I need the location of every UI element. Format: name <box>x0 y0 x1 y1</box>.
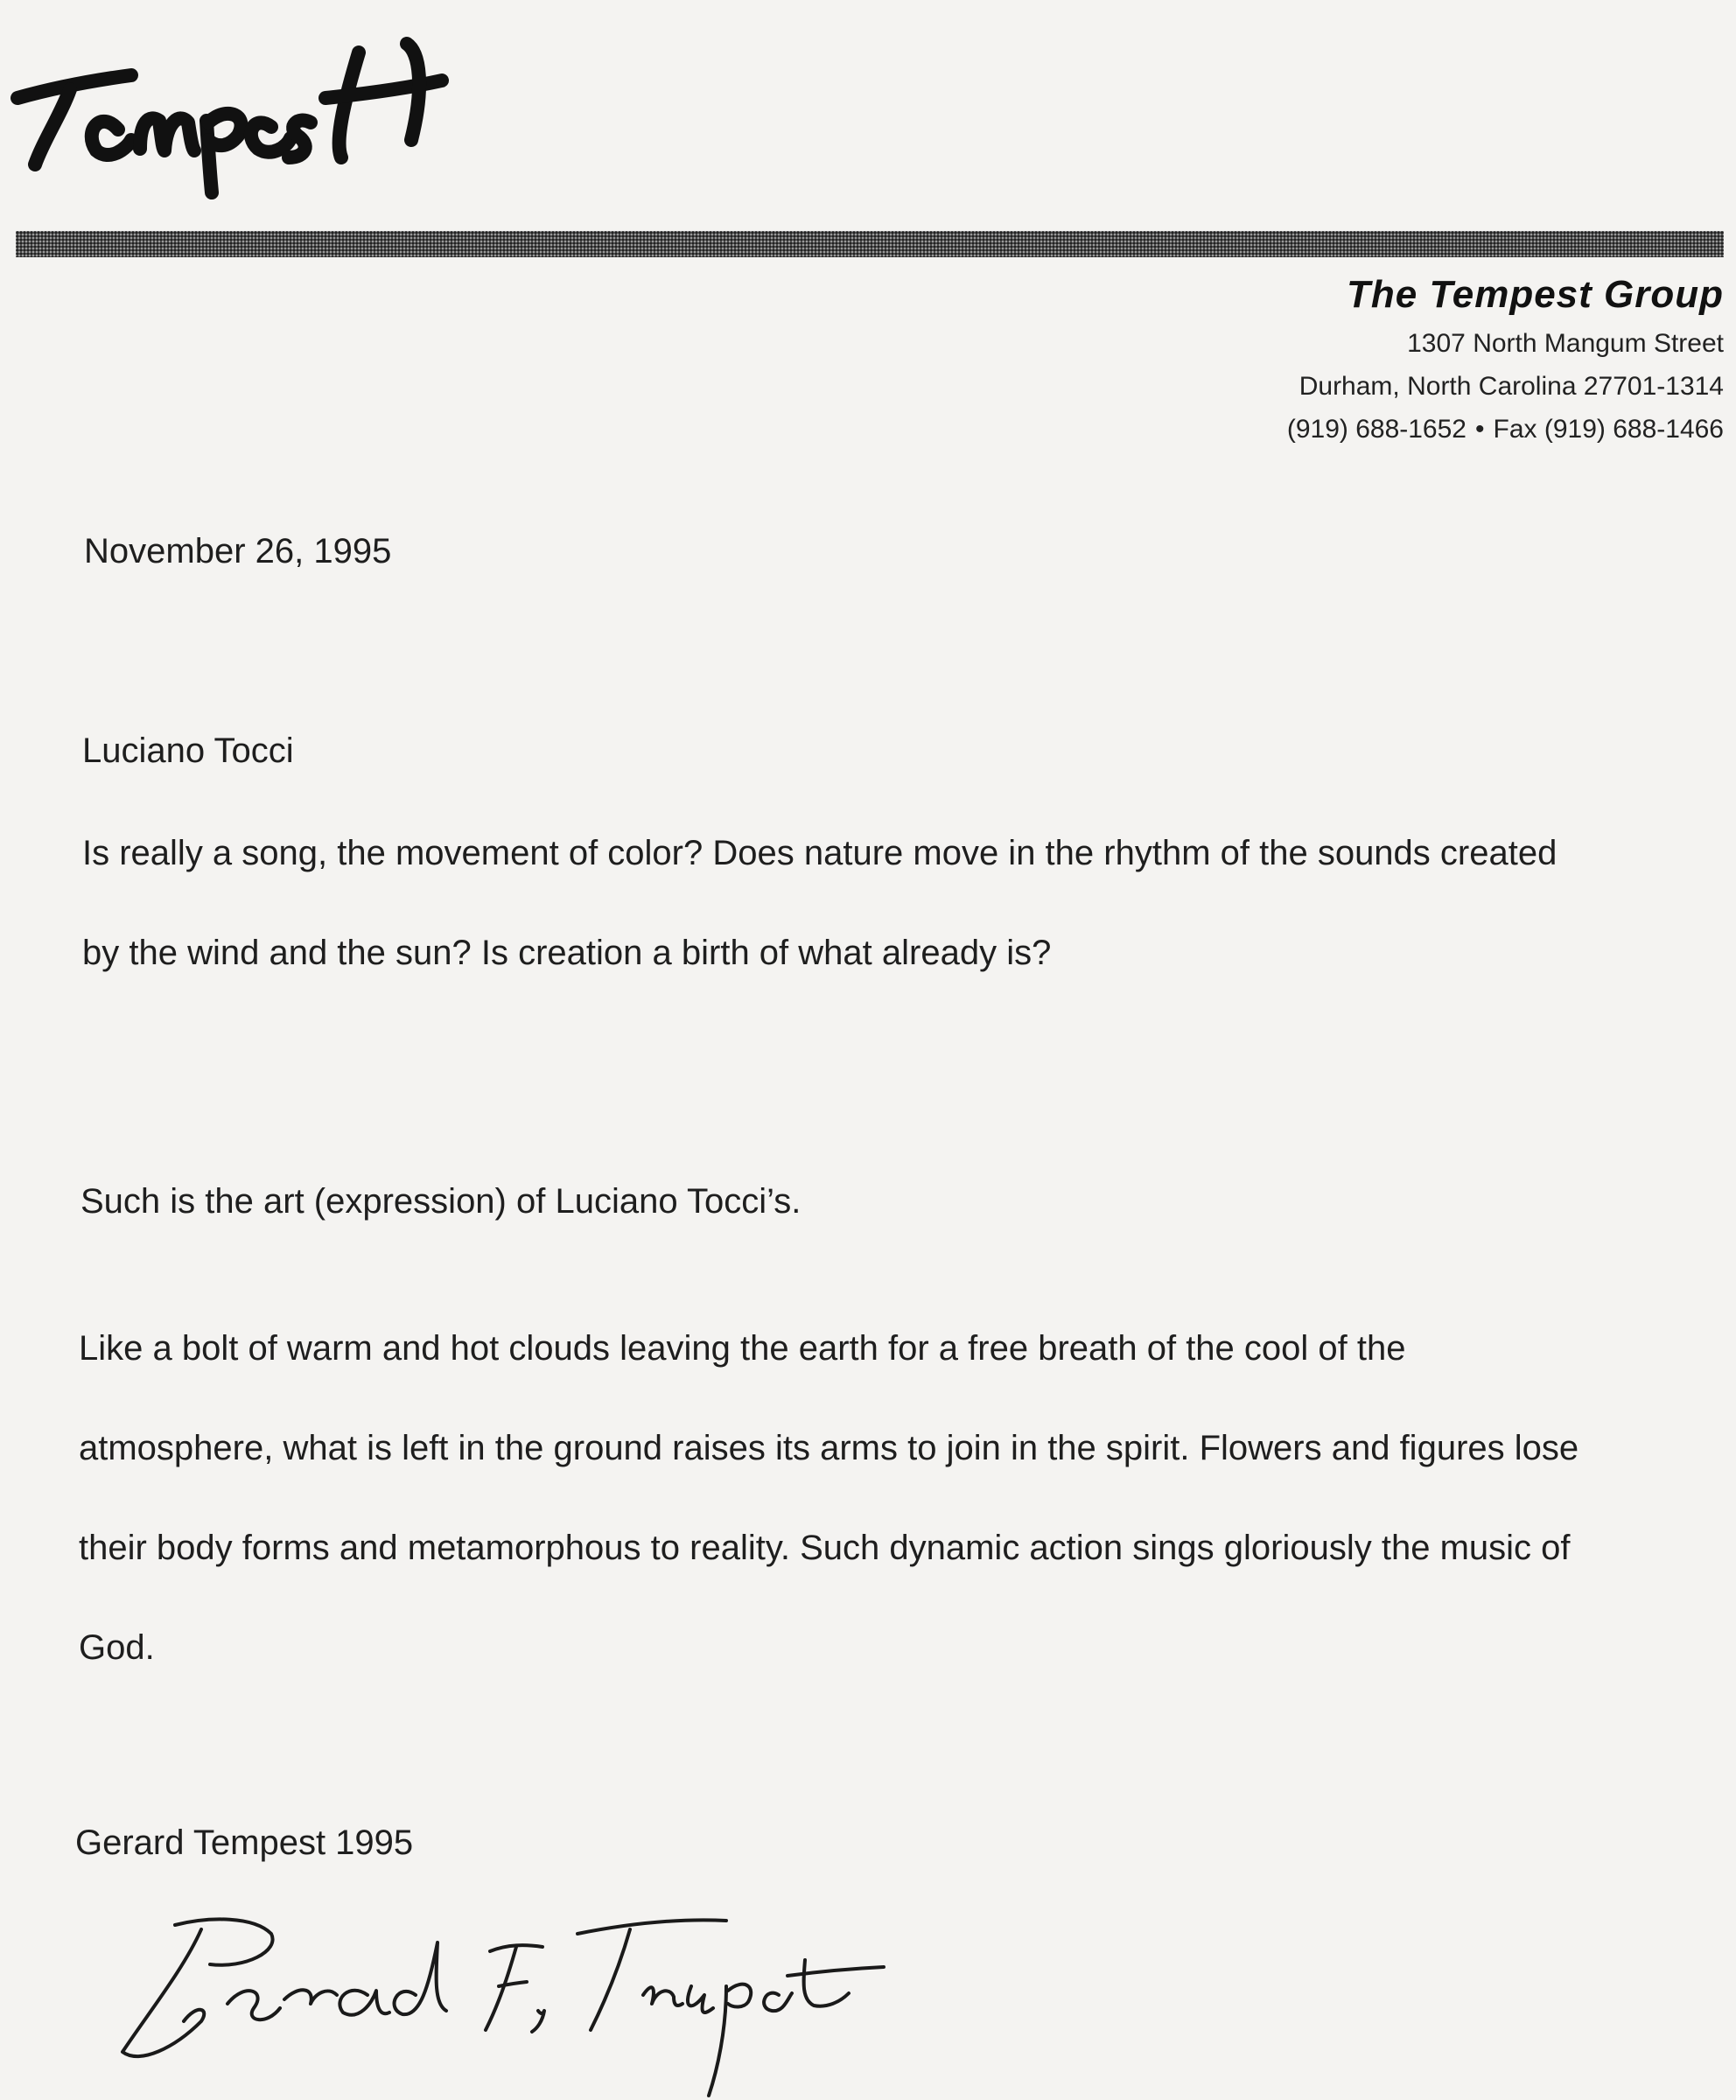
handwritten-signature <box>114 1899 954 2100</box>
body-paragraph-2: Such is the art (expression) of Luciano Tocci’s. <box>80 1182 802 1221</box>
fax-number: Fax (919) 688-1466 <box>1493 415 1724 444</box>
letterhead-address-block <box>1287 273 1724 451</box>
contact-separator: • <box>1474 415 1485 444</box>
tempest-logo <box>9 18 472 201</box>
letterhead-divider <box>16 231 1724 257</box>
letter-closing: Gerard Tempest 1995 <box>75 1824 414 1862</box>
body-paragraph-3: Like a bolt of warm and hot clouds leaving the earth for a free breath of the cool of the atmosphere, what is left in the ground raises its arms to join in the spirit. Flowers and figures lose their body forms and metamorphous to reality. Such dynamic action sings gloriously the music of God. <box>79 1329 1579 1667</box>
address-line-2: Durham, North Carolina 27701-1314 <box>1298 372 1724 401</box>
letter-date: November 26, 1995 <box>84 532 392 570</box>
phone-number: (919) 688-1652 <box>1286 415 1466 444</box>
body-paragraph-1: Is really a song, the movement of color? Does nature move in the rhythm of the sounds created by the wind and the sun? Is creation a birth of what already is? <box>82 834 1558 972</box>
letter-recipient: Luciano Tocci <box>82 732 294 770</box>
contact-line <box>1287 408 1724 451</box>
company-name: The Tempest Group <box>1347 273 1724 316</box>
address-line-1: 1307 North Mangum Street <box>1407 329 1724 358</box>
